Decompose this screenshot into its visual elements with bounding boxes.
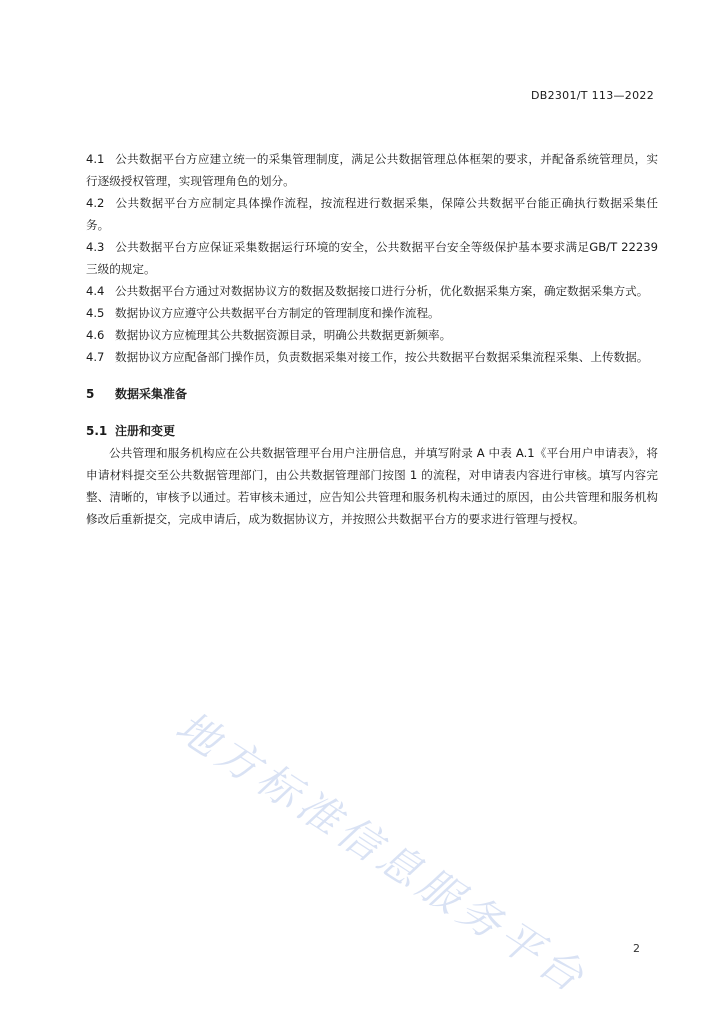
- clause-4-4: [86, 280, 658, 302]
- section-title: 注册和变更: [115, 424, 176, 438]
- clause-text: 公共数据平台方通过对数据协议方的数据及数据接口进行分析，优化数据采集方案，确定数据采集方式。: [115, 284, 649, 298]
- clause-4-1: [86, 148, 658, 192]
- clause-number: 4.1: [86, 152, 105, 166]
- clause-text: 数据协议方应配备部门操作员，负责数据采集对接工作，按公共数据平台数据采集流程采集、上传数据。: [115, 350, 649, 364]
- section-title: 数据采集准备: [115, 387, 188, 401]
- clause-text: 公共数据平台方应建立统一的采集管理制度，满足公共数据管理总体框架的要求，并配备系统管理员，实行逐级授权管理，实现管理角色的划分。: [86, 152, 658, 188]
- section-5-heading: [86, 383, 658, 405]
- document-code: DB2301/T 113—2022: [530, 89, 654, 102]
- watermark-text: 地方标准信息服务平台: [167, 701, 597, 1005]
- clause-4-6: [86, 324, 658, 346]
- clause-number: 4.7: [86, 350, 105, 364]
- clause-number: 4.6: [86, 328, 105, 342]
- clause-text: 公共数据平台方应保证采集数据运行环境的安全，公共数据平台安全等级保护基本要求满足GB/T 22239 三级的规定。: [86, 240, 658, 276]
- document-body: [86, 148, 658, 530]
- section-5-1-paragraph: 公共管理和服务机构应在公共数据管理平台用户注册信息，并填写附录 A 中表 A.1《平台用户申请表》，将申请材料提交至公共数据管理部门，由公共数据管理部门按图 1 的流程，对申请表内容进行审核。填写内容完整、清晰的，审核予以通过。若审核未通过，应告知公共管理和服务机构未通过的原因，由公共管理和服务机构修改后重新提交，完成申请后，成为数据协议方，并按照公共数据平台方的要求进行管理与授权。: [86, 446, 658, 526]
- section-number: 5.1: [86, 424, 108, 438]
- clause-number: 4.5: [86, 306, 105, 320]
- clause-text: 数据协议方应梳理其公共数据资源目录，明确公共数据更新频率。: [115, 328, 452, 342]
- clause-4-5: [86, 302, 658, 324]
- clause-4-2: [86, 192, 658, 236]
- clause-number: 4.3: [86, 240, 105, 254]
- clause-4-7: [86, 346, 658, 368]
- page-number: 2: [633, 942, 640, 955]
- clause-text: 数据协议方应遵守公共数据平台方制定的管理制度和操作流程。: [115, 306, 440, 320]
- clause-number: 4.2: [86, 196, 105, 210]
- clause-number: 4.4: [86, 284, 105, 298]
- section-number: 5: [86, 387, 95, 401]
- section-5-1-heading: [86, 420, 658, 442]
- clause-4-3: [86, 236, 658, 280]
- clause-text: 公共数据平台方应制定具体操作流程，按流程进行数据采集，保障公共数据平台能正确执行数据采集任务。: [86, 196, 658, 232]
